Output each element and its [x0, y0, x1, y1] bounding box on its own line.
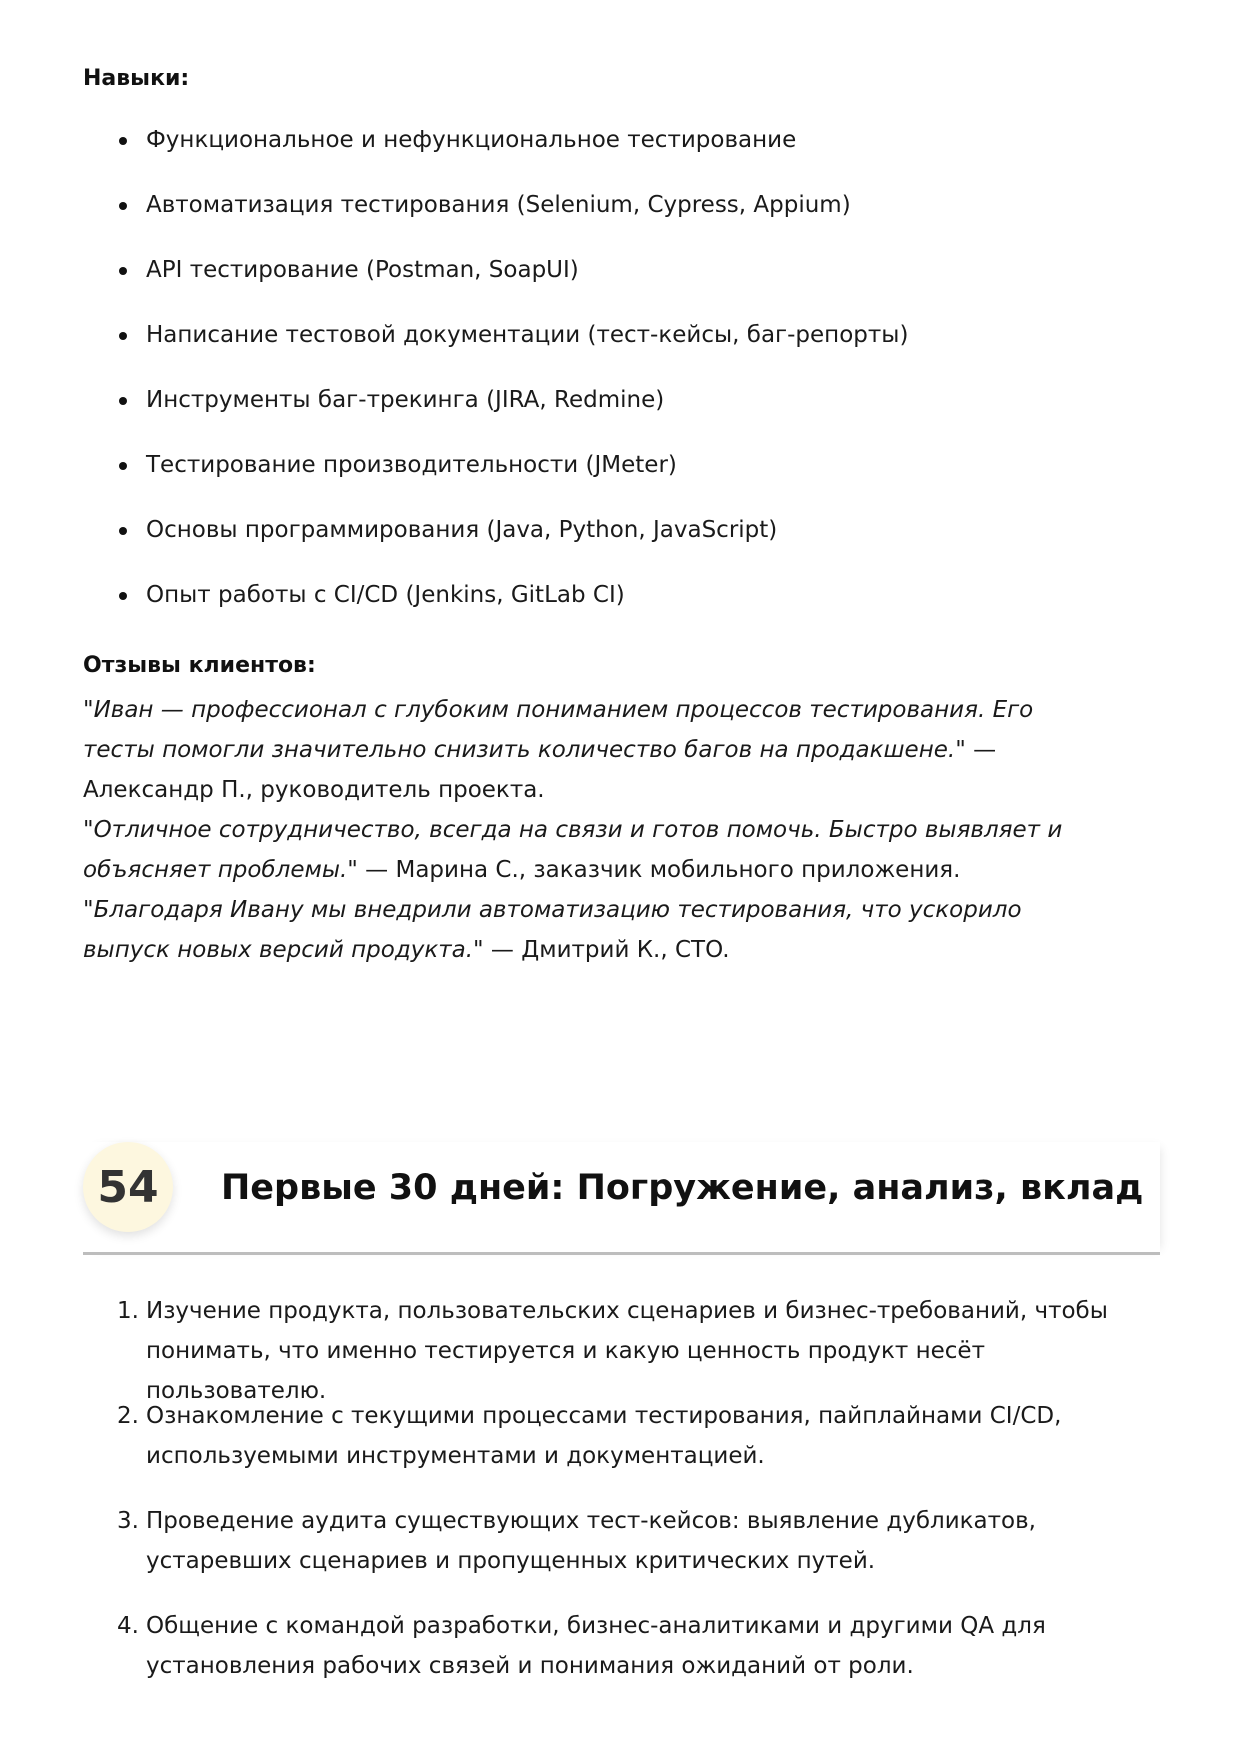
bullet-icon	[119, 332, 127, 340]
review-author: — Марина С., заказчик мобильного приложения.	[357, 857, 961, 883]
list-item	[83, 190, 1163, 255]
list-item	[83, 1606, 1163, 1711]
skill-text: Написание тестовой документации (тест-кейсы, баг-репорты)	[146, 322, 909, 348]
list-item	[83, 125, 1163, 190]
review-item	[83, 810, 1093, 890]
chapter-heading	[83, 1142, 1160, 1255]
list-item	[83, 320, 1163, 385]
skills-list	[83, 125, 1163, 645]
skill-text: API тестирование (Postman, SoapUI)	[146, 257, 579, 283]
review-quote: "Отличное сотрудничество, всегда на связи и готов помочь. Быстро выявляет и объясняет проблемы."	[83, 817, 1063, 883]
list-item	[83, 580, 1163, 645]
list-item	[83, 255, 1163, 320]
list-item	[83, 385, 1163, 450]
step-text: Общение с командой разработки, бизнес-аналитиками и другими QA для установления рабочих связей и понимания ожиданий от роли.	[146, 1613, 1046, 1679]
list-item	[83, 1501, 1163, 1606]
bullet-icon	[119, 202, 127, 210]
chapter-title: Первые 30 дней: Погружение, анализ, вклад	[221, 1168, 1144, 1208]
step-number: 4.	[117, 1613, 139, 1639]
skill-text: Функциональное и нефункциональное тестирование	[146, 127, 797, 153]
steps-list	[83, 1291, 1163, 1711]
skill-text: Тестирование производительности (JMeter)	[146, 452, 677, 478]
bullet-icon	[119, 527, 127, 535]
skills-heading: Навыки:	[83, 66, 190, 91]
bullet-icon	[119, 137, 127, 145]
list-item	[83, 1396, 1163, 1501]
bullet-icon	[119, 397, 127, 405]
step-text: Ознакомление с текущими процессами тестирования, пайплайнами CI/CD, используемыми инструментами и документацией.	[146, 1403, 1062, 1469]
step-number: 1.	[117, 1298, 139, 1324]
bullet-icon	[119, 267, 127, 275]
chapter-number-badge: 54	[83, 1142, 173, 1232]
step-number: 3.	[117, 1508, 139, 1534]
list-item	[83, 1291, 1163, 1404]
skill-text: Опыт работы с CI/CD (Jenkins, GitLab CI)	[146, 582, 625, 608]
step-text: Изучение продукта, пользовательских сценариев и бизнес-требований, чтобы понимать, что именно тестируется и какую ценность продукт несёт пользователю.	[146, 1298, 1108, 1404]
skill-text: Инструменты баг-трекинга (JIRA, Redmine)	[146, 387, 665, 413]
review-author: — Дмитрий К., CTO.	[483, 937, 730, 963]
review-quote: "Благодаря Ивану мы внедрили автоматизацию тестирования, что ускорило выпуск новых версий продукта."	[83, 897, 1022, 963]
review-item	[83, 890, 1093, 970]
review-quote: "Иван — профессионал с глубоким пониманием процессов тестирования. Его тесты помогли значительно снизить количество багов на продакшене."	[83, 697, 1034, 763]
step-number: 2.	[117, 1403, 139, 1429]
skill-text: Автоматизация тестирования (Selenium, Cypress, Appium)	[146, 192, 851, 218]
review-item	[83, 690, 1093, 810]
bullet-icon	[119, 592, 127, 600]
skill-text: Основы программирования (Java, Python, JavaScript)	[146, 517, 778, 543]
reviews-block	[83, 690, 1093, 970]
list-item	[83, 515, 1163, 580]
step-text: Проведение аудита существующих тест-кейсов: выявление дубликатов, устаревших сценариев и пропущенных критических путей.	[146, 1508, 1036, 1574]
reviews-heading: Отзывы клиентов:	[83, 653, 316, 678]
bullet-icon	[119, 462, 127, 470]
list-item	[83, 450, 1163, 515]
review-author: — Александр П., руководитель проекта.	[83, 737, 997, 803]
